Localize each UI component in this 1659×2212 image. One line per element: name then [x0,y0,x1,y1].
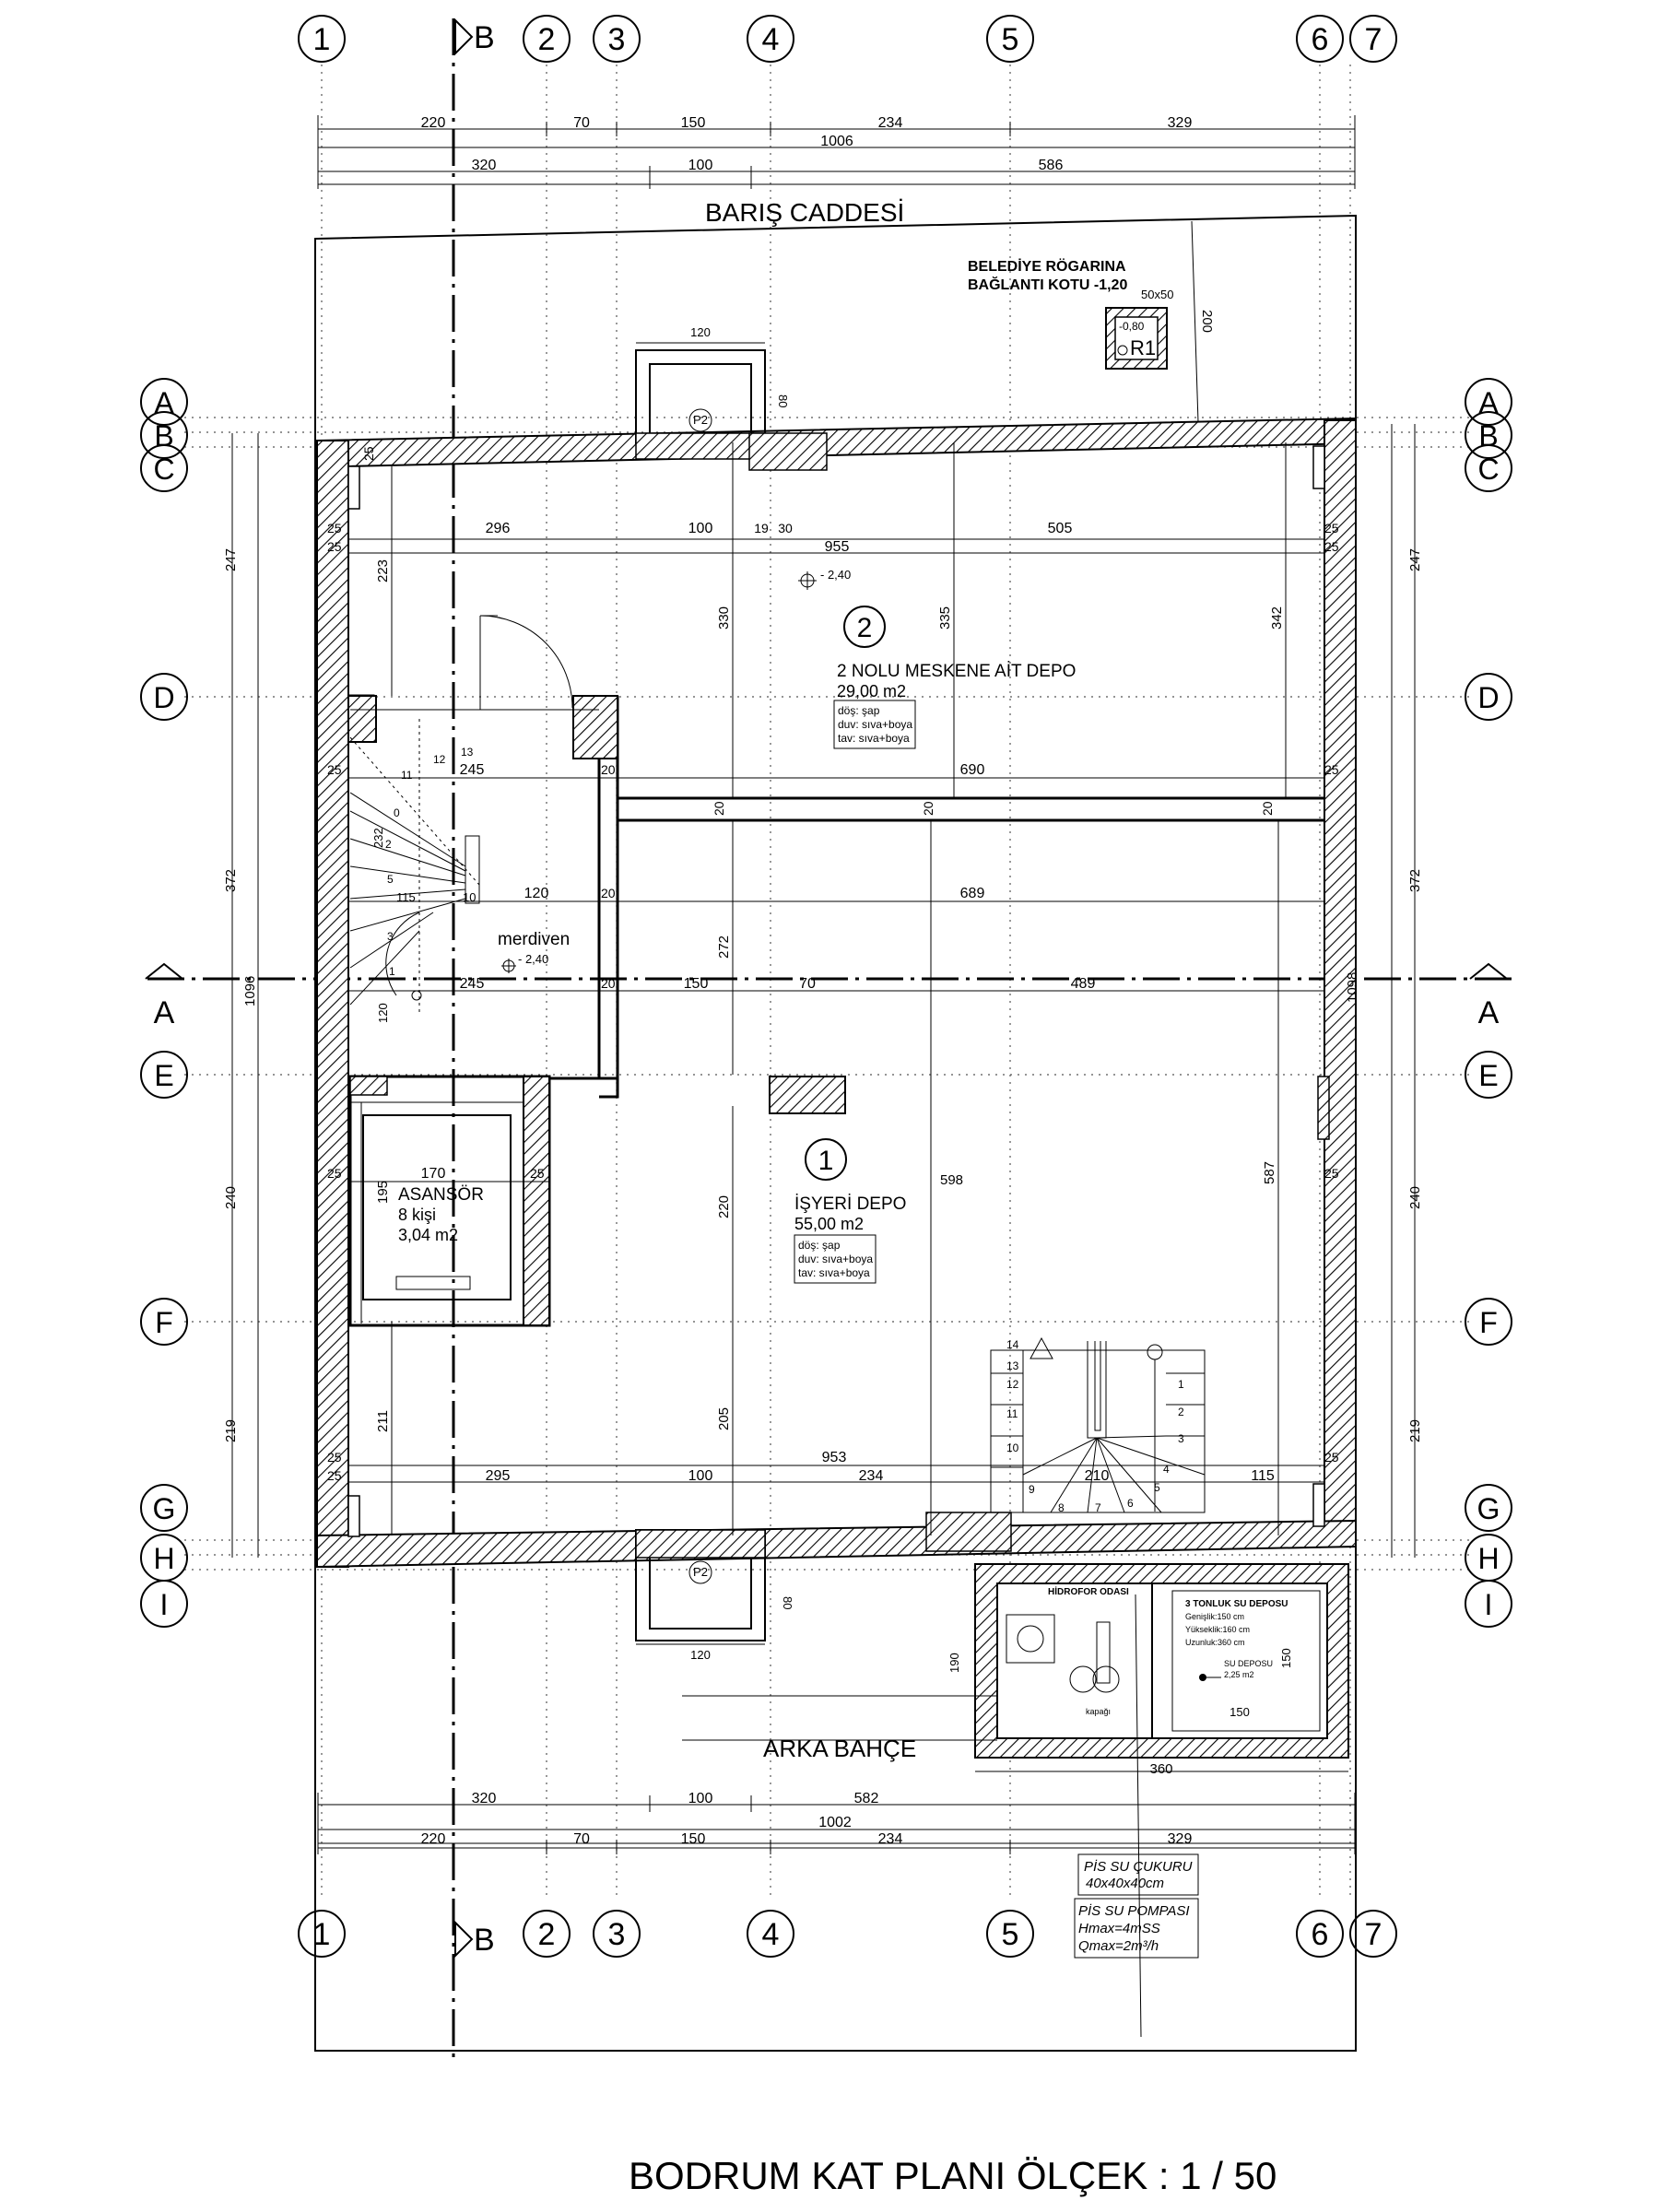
svg-text:150: 150 [680,1831,706,1847]
svg-text:20: 20 [921,801,935,816]
svg-text:582: 582 [853,1791,879,1806]
svg-text:1002: 1002 [818,1815,852,1830]
svg-text:2 NOLU MESKENE AİT DEPO: 2 NOLU MESKENE AİT DEPO [837,662,1077,681]
svg-text:F: F [1479,1306,1498,1339]
svg-text:A: A [154,386,174,419]
svg-text:9: 9 [1029,1483,1035,1496]
svg-text:B: B [474,20,495,55]
svg-text:I: I [159,1588,169,1621]
svg-text:100: 100 [688,158,713,173]
svg-text:BELEDİYE RÖGARINA: BELEDİYE RÖGARINA [968,259,1126,275]
svg-text:5: 5 [1154,1481,1160,1494]
svg-text:25: 25 [1324,1450,1339,1465]
svg-text:4: 4 [761,1917,780,1952]
svg-text:70: 70 [799,976,816,992]
staircase-right [991,1338,1205,1514]
room-2-label [798,568,1076,748]
svg-text:7: 7 [1364,1917,1382,1952]
svg-text:döş: şap: döş: şap [798,1239,841,1252]
svg-text:C: C [153,453,175,486]
svg-text:272: 272 [716,935,732,959]
svg-text:F: F [155,1306,173,1339]
svg-text:2,25 m2: 2,25 m2 [1224,1670,1254,1679]
svg-text:A: A [153,995,175,1030]
axis-c-right [1465,445,1512,491]
p2-label-top: P2 [693,413,708,427]
axis-3-bottom [594,1911,640,1957]
svg-text:115: 115 [1251,1468,1275,1484]
axis-4-bottom [747,1911,794,1957]
svg-text:245: 245 [459,762,485,778]
svg-text:598: 598 [940,1172,964,1188]
svg-text:10: 10 [1006,1441,1019,1454]
svg-text:- 2,40: - 2,40 [820,568,852,582]
svg-text:25: 25 [327,521,342,535]
svg-text:10: 10 [463,890,477,904]
svg-text:80: 80 [781,1596,794,1610]
axis-4-top [747,16,794,62]
svg-text:100: 100 [688,1468,713,1484]
manhole-r1 [968,257,1215,369]
svg-text:120: 120 [690,1648,711,1662]
svg-text:1: 1 [312,22,331,57]
axis-e-left [141,1052,187,1098]
svg-text:0: 0 [394,806,400,819]
svg-text:2: 2 [1178,1406,1184,1418]
drain-notes [1075,1854,1198,1958]
svg-text:1096: 1096 [242,975,258,1006]
svg-text:13: 13 [461,746,474,759]
svg-text:19: 19 [754,521,769,535]
axis-i-left [141,1581,187,1627]
svg-text:120: 120 [690,325,711,339]
axis-6-top [1297,16,1343,62]
svg-text:ASANSÖR: ASANSÖR [398,1185,484,1205]
svg-text:C: C [1477,453,1500,486]
svg-text:220: 220 [716,1194,732,1218]
top-dimensions [318,115,1355,189]
axis-c-left [141,445,187,491]
svg-text:205: 205 [716,1406,732,1430]
interior-dimensions [327,442,1339,1535]
svg-text:3: 3 [607,1917,626,1952]
svg-text:PİS SU ÇUKURU: PİS SU ÇUKURU [1084,1859,1193,1875]
svg-text:505: 505 [1047,521,1073,536]
svg-text:11: 11 [1006,1407,1018,1420]
axis-5-bottom [987,1911,1033,1957]
axis-f-left [141,1299,187,1345]
svg-text:13: 13 [1006,1359,1019,1372]
svg-text:D: D [153,681,175,714]
svg-text:335: 335 [937,606,953,629]
svg-text:150: 150 [1230,1705,1250,1719]
svg-text:PİS SU POMPASI: PİS SU POMPASI [1078,1903,1190,1919]
svg-text:190: 190 [947,1653,961,1673]
svg-text:953: 953 [821,1450,847,1465]
axis-a-section-left [146,964,182,1030]
svg-text:3: 3 [607,22,626,57]
axis-7-top [1350,16,1396,62]
svg-text:200: 200 [1199,310,1215,334]
svg-text:BAĞLANTI KOTU -1,20: BAĞLANTI KOTU -1,20 [968,277,1128,293]
svg-text:2: 2 [537,22,556,57]
axis-d-right [1465,674,1512,720]
svg-text:G: G [1477,1492,1500,1525]
svg-text:SU DEPOSU: SU DEPOSU [1224,1659,1274,1668]
axis-d-left [141,674,187,720]
svg-text:25: 25 [1324,539,1339,554]
stair-label: merdiven [498,930,571,949]
svg-text:E: E [1478,1059,1499,1092]
svg-text:Yükseklik:160 cm: Yükseklik:160 cm [1185,1625,1251,1634]
drawing-title: BODRUM KAT PLANI ÖLÇEK : 1 / 50 [629,2154,1277,2197]
svg-text:2: 2 [856,613,873,643]
svg-text:223: 223 [375,559,391,582]
axis-2-top [524,16,570,62]
svg-text:-0,80: -0,80 [1119,320,1145,333]
plot-boundary [312,216,1356,2051]
svg-text:14: 14 [1006,1338,1019,1351]
room-1-label [794,1139,906,1283]
svg-text:360: 360 [1149,1761,1173,1777]
svg-text:7: 7 [1095,1501,1101,1514]
svg-text:234: 234 [877,1831,903,1847]
svg-text:330: 330 [716,606,732,629]
svg-text:689: 689 [959,886,985,901]
svg-text:120: 120 [376,1003,390,1023]
svg-text:115: 115 [396,890,416,904]
svg-text:210: 210 [1084,1468,1110,1484]
staircase-left [350,710,599,1014]
axis-g-right [1465,1485,1512,1531]
svg-text:320: 320 [471,1791,497,1806]
svg-text:296: 296 [485,521,511,536]
axis-b-bottom [455,1923,495,1958]
axis-a-section-right [1470,964,1507,1030]
svg-text:6: 6 [1127,1497,1134,1510]
svg-text:tav: sıva+boya: tav: sıva+boya [838,732,910,745]
svg-text:20: 20 [601,762,616,777]
axis-g-left [141,1485,187,1531]
svg-text:1: 1 [312,1917,331,1952]
axis-7-bottom [1350,1911,1396,1957]
exterior-walls [317,418,1356,1567]
svg-text:1: 1 [389,965,395,978]
svg-text:duv: sıva+boya: duv: sıva+boya [838,718,913,731]
svg-text:3,04 m2: 3,04 m2 [398,1226,459,1244]
svg-text:587: 587 [1262,1160,1277,1184]
svg-text:B: B [154,419,174,453]
p2-label-bottom: P2 [693,1565,708,1579]
svg-text:20: 20 [601,886,616,900]
svg-text:5: 5 [1001,1917,1019,1952]
svg-text:B: B [1478,419,1499,453]
svg-text:7: 7 [1364,22,1382,57]
svg-text:3: 3 [387,930,394,943]
bottom-dimensions [318,1791,1355,1854]
svg-text:195: 195 [375,1180,391,1204]
svg-text:170: 170 [420,1166,446,1182]
svg-text:2: 2 [385,838,392,851]
svg-text:HİDROFOR ODASI: HİDROFOR ODASI [1048,1587,1129,1597]
svg-text:D: D [1477,681,1500,714]
svg-text:3: 3 [1178,1432,1184,1445]
svg-text:Genişlik:150 cm: Genişlik:150 cm [1185,1612,1245,1621]
svg-text:586: 586 [1038,158,1064,173]
svg-text:İŞYERİ DEPO: İŞYERİ DEPO [794,1194,907,1214]
svg-text:E: E [154,1059,174,1092]
svg-text:R1: R1 [1130,336,1157,359]
svg-text:duv: sıva+boya: duv: sıva+boya [798,1253,874,1265]
svg-text:25: 25 [361,446,376,461]
svg-text:12: 12 [1006,1378,1019,1391]
svg-text:8: 8 [1058,1501,1065,1514]
axis-h-left [141,1535,187,1581]
svg-text:tav: sıva+boya: tav: sıva+boya [798,1266,870,1279]
svg-text:295: 295 [485,1468,511,1484]
svg-text:240: 240 [223,1185,239,1209]
svg-text:I: I [1484,1588,1493,1621]
svg-text:25: 25 [327,762,342,777]
svg-text:219: 219 [1407,1418,1423,1442]
svg-text:Hmax=4mSS: Hmax=4mSS [1078,1921,1160,1936]
svg-text:234: 234 [858,1468,884,1484]
svg-text:955: 955 [824,539,850,555]
svg-text:H: H [1477,1542,1500,1575]
svg-text:40x40x40cm: 40x40x40cm [1086,1876,1165,1891]
axis-1-top [299,16,345,62]
svg-text:232: 232 [371,828,385,848]
svg-text:11: 11 [401,769,413,782]
svg-text:220: 220 [420,115,446,131]
svg-text:70: 70 [573,1831,590,1847]
axis-f-right [1465,1299,1512,1345]
svg-text:4: 4 [761,22,780,57]
svg-text:20: 20 [601,976,616,991]
svg-text:372: 372 [1407,868,1423,892]
svg-text:döş: şap: döş: şap [838,704,880,717]
svg-text:55,00 m2: 55,00 m2 [794,1215,865,1233]
svg-text:Uzunluk:360 cm: Uzunluk:360 cm [1185,1638,1245,1647]
svg-text:30: 30 [778,521,793,535]
svg-text:320: 320 [471,158,497,173]
svg-text:25: 25 [327,1450,342,1465]
svg-text:A: A [1478,386,1499,419]
axis-6-bottom [1297,1911,1343,1957]
svg-text:25: 25 [530,1166,545,1181]
left-dimensions [223,433,258,1558]
light-well-top [636,325,827,470]
svg-text:100: 100 [688,1791,713,1806]
axis-i-right [1465,1581,1512,1627]
svg-text:1: 1 [1178,1378,1184,1391]
hydrofor-room [682,1564,1348,2037]
axis-h-right [1465,1535,1512,1581]
svg-text:211: 211 [375,1410,391,1432]
svg-text:489: 489 [1070,976,1096,992]
svg-text:A: A [1477,995,1500,1030]
svg-text:25: 25 [1324,521,1339,535]
elevator-label [398,1185,484,1244]
svg-text:240: 240 [1407,1185,1423,1209]
svg-text:372: 372 [223,868,239,892]
svg-text:219: 219 [223,1418,239,1442]
svg-text:6: 6 [1311,22,1329,57]
svg-text:150: 150 [1279,1648,1293,1668]
svg-text:4: 4 [1163,1463,1170,1476]
svg-text:150: 150 [683,976,709,992]
axis-e-right [1465,1052,1512,1098]
svg-text:kapağı: kapağı [1086,1707,1112,1716]
svg-text:8 kişi: 8 kişi [398,1206,437,1224]
svg-text:329: 329 [1167,115,1193,131]
svg-text:150: 150 [680,115,706,131]
svg-text:25: 25 [327,1468,342,1483]
street-back-label: ARKA BAHÇE [763,1735,917,1762]
svg-text:342: 342 [1269,606,1285,629]
svg-text:20: 20 [1260,801,1275,816]
svg-text:120: 120 [524,886,549,901]
svg-text:80: 80 [776,394,790,408]
svg-text:B: B [474,1923,495,1958]
svg-text:1006: 1006 [820,134,853,149]
svg-text:220: 220 [420,1831,446,1847]
svg-text:50x50: 50x50 [1141,288,1174,301]
svg-text:6: 6 [1311,1917,1329,1952]
axis-5-top [987,16,1033,62]
svg-text:Qmax=2m³/h: Qmax=2m³/h [1078,1938,1159,1954]
axis-3-top [594,16,640,62]
svg-text:G: G [152,1492,176,1525]
svg-text:25: 25 [1324,1166,1339,1181]
svg-text:25: 25 [327,539,342,554]
svg-text:70: 70 [573,115,590,131]
svg-text:29,00 m2: 29,00 m2 [837,682,907,700]
svg-text:247: 247 [1407,547,1423,571]
svg-text:2: 2 [537,1917,556,1952]
svg-text:- 2,40: - 2,40 [518,952,549,966]
svg-text:329: 329 [1167,1831,1193,1847]
svg-text:25: 25 [1324,762,1339,777]
svg-text:1098: 1098 [1345,971,1360,1003]
svg-text:234: 234 [877,115,903,131]
svg-text:12: 12 [433,753,446,766]
axis-b-top [455,20,495,55]
svg-text:25: 25 [327,1166,342,1181]
svg-text:3 TONLUK SU DEPOSU: 3 TONLUK SU DEPOSU [1185,1599,1288,1609]
svg-text:H: H [153,1542,175,1575]
street-front-label: BARIŞ CADDESİ [705,198,905,227]
svg-text:100: 100 [688,521,713,536]
svg-text:690: 690 [959,762,985,778]
svg-text:5: 5 [387,873,394,886]
svg-text:20: 20 [712,801,726,816]
svg-text:5: 5 [1001,22,1019,57]
svg-text:245: 245 [459,976,485,992]
axis-1-bottom [299,1911,345,1957]
svg-text:247: 247 [223,547,239,571]
axis-2-bottom [524,1911,570,1957]
svg-text:1: 1 [818,1146,834,1176]
